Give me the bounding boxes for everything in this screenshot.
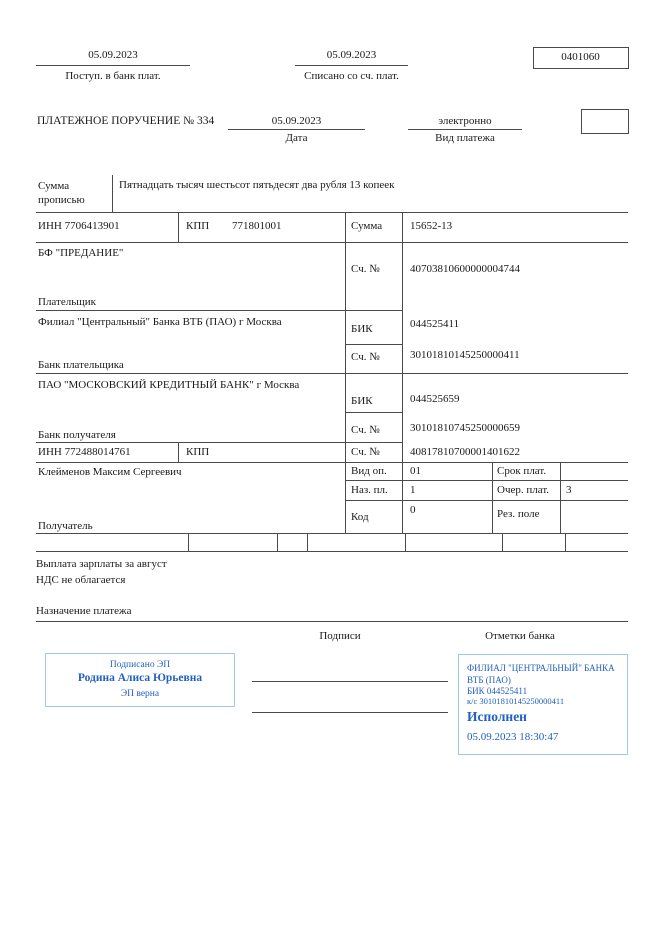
payer-kpp-value: 771801001	[232, 220, 282, 232]
purpose-line2: НДС не облагается	[36, 574, 126, 586]
received-label: Поступ. в банк плат.	[65, 70, 161, 82]
table-line	[112, 175, 113, 212]
payment-kind-value: электронно	[438, 115, 492, 127]
table-line	[345, 212, 346, 533]
purpose-label: Назначение платежа	[36, 605, 132, 617]
payee-bank-bik: 044525659	[410, 393, 460, 405]
table-line	[345, 500, 628, 501]
table-line	[405, 533, 406, 551]
payer-name: БФ "ПРЕДАНИЕ"	[38, 247, 124, 259]
amount-label: Сумма	[351, 220, 383, 232]
date-label: Дата	[285, 132, 308, 144]
payer-account-label: Сч. №	[351, 263, 380, 275]
payee-kpp-label: КПП	[186, 446, 210, 458]
table-line	[402, 212, 403, 533]
payer-bank-account-label: Сч. №	[351, 351, 380, 363]
form-code-box	[533, 47, 629, 69]
payer-section-label: Плательщик	[38, 296, 96, 308]
purpose-line1: Выплата зарплаты за август	[36, 558, 167, 570]
payee-bank-section-label: Банк получателя	[38, 429, 116, 441]
bank-marks-label: Отметки банка	[485, 630, 555, 642]
priority-label: Очер. плат.	[497, 484, 550, 496]
signature-stamp	[45, 653, 235, 707]
payer-bank-section-label: Банк плательщика	[38, 359, 124, 371]
document-title: ПЛАТЕЖНОЕ ПОРУЧЕНИЕ № 334	[37, 115, 215, 127]
payment-type-box	[581, 109, 629, 134]
document-date: 05.09.2023	[271, 115, 322, 127]
bank-stamp-datetime: 05.09.2023 18:30:47	[467, 731, 559, 743]
table-line	[36, 212, 628, 213]
stamp-signed-label: Подписано ЭП	[109, 660, 171, 670]
payer-inn: ИНН 7706413901	[38, 220, 120, 232]
payee-bank-name: ПАО "МОСКОВСКИЙ КРЕДИТНЫЙ БАНК" г Москва	[38, 379, 300, 391]
code-value: 0	[410, 504, 416, 516]
purpose-code-label: Наз. пл.	[351, 484, 388, 496]
table-line	[36, 551, 628, 552]
payer-bank-bik: 044525411	[410, 318, 460, 330]
table-line	[188, 533, 189, 551]
pay-term-label: Срок плат.	[497, 465, 547, 477]
table-line	[345, 480, 628, 481]
payee-account-label: Сч. №	[351, 446, 380, 458]
payee-inn: ИНН 772488014761	[38, 446, 131, 458]
debited-label: Списано со сч. плат.	[304, 70, 399, 82]
table-line	[36, 242, 628, 243]
op-kind-value: 01	[410, 465, 421, 477]
payer-bank-name: Филиал "Центральный" Банка ВТБ (ПАО) г Москва	[38, 316, 282, 328]
priority-value: 3	[566, 484, 572, 496]
table-line	[345, 344, 402, 345]
payer-kpp-label: КПП	[186, 220, 210, 232]
bank-stamp-line1: ФИЛИАЛ "ЦЕНТРАЛЬНЫЙ" БАНКА	[467, 663, 615, 673]
payer-bank-bik-label: БИК	[351, 323, 373, 335]
table-line	[36, 373, 628, 374]
date-underline	[228, 129, 365, 130]
table-line	[565, 533, 566, 551]
received-underline	[36, 65, 190, 66]
bank-stamp-line2: ВТБ (ПАО)	[467, 675, 511, 685]
table-line	[560, 462, 561, 533]
stamp-valid-label: ЭП верна	[120, 689, 160, 699]
table-line	[36, 621, 628, 622]
reserve-label: Рез. поле	[497, 508, 540, 520]
amount-words-text: Пятнадцать тысяч шестьсот пятьдесят два рубля 13 копеек	[119, 179, 395, 191]
amount-value: 15652-13	[410, 220, 453, 232]
op-kind-label: Вид оп.	[351, 465, 387, 477]
table-line	[277, 533, 278, 551]
payer-bank-account: 30101810145250000411	[410, 349, 520, 361]
amount-words-label: Сумма прописью	[38, 180, 85, 206]
received-date: 05.09.2023	[88, 49, 138, 61]
table-line	[502, 533, 503, 551]
code-label: Код	[351, 511, 369, 523]
table-line	[36, 462, 628, 463]
purpose-code-value: 1	[410, 484, 416, 496]
payee-bank-account: 30101810745250000659	[410, 422, 520, 434]
payer-account: 40703810600000004744	[410, 263, 520, 275]
payee-bank-account-label: Сч. №	[351, 424, 380, 436]
signatures-label: Подписи	[319, 630, 361, 642]
table-line	[492, 462, 493, 533]
table-line	[36, 310, 402, 311]
payee-name: Клейменов Максим Сергеевич	[38, 466, 182, 478]
payee-bank-bik-label: БИК	[351, 395, 373, 407]
debited-date: 05.09.2023	[326, 49, 377, 61]
form-code: 0401060	[561, 51, 600, 63]
table-line	[307, 533, 308, 551]
bank-stamp-bik: БИК 044525411	[467, 686, 528, 696]
payee-account: 40817810700001401622	[410, 446, 520, 458]
bank-stamp	[458, 654, 628, 755]
table-line	[178, 442, 179, 462]
table-line	[36, 442, 402, 443]
payment-kind-label: Вид платежа	[435, 132, 495, 144]
signature-line	[252, 681, 448, 682]
debited-underline	[295, 65, 408, 66]
stamp-signer-name: Родина Алиса Юрьевна	[77, 672, 203, 684]
payee-section-label: Получатель	[38, 520, 93, 532]
signature-line	[252, 712, 448, 713]
payment-kind-underline	[408, 129, 522, 130]
table-line	[345, 412, 402, 413]
table-line	[36, 533, 628, 534]
table-line	[178, 212, 179, 242]
bank-stamp-corr-account: к/с 30101810145250000411	[467, 696, 565, 706]
bank-stamp-status: Исполнен	[467, 709, 527, 724]
